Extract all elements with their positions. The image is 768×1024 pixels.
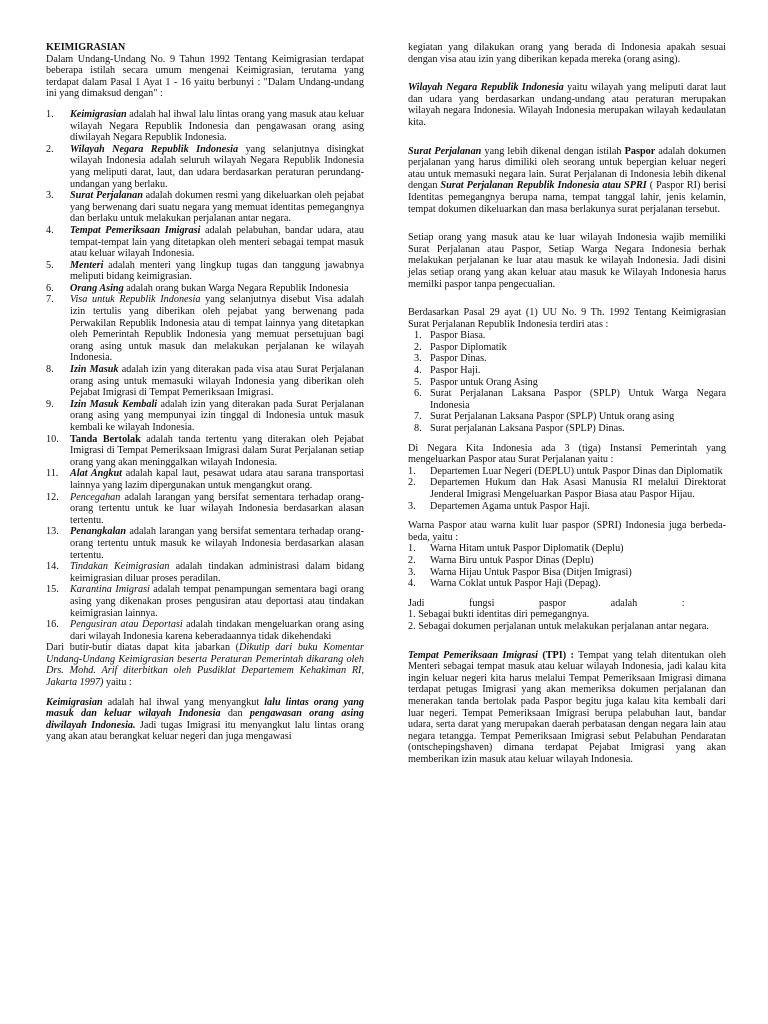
fungsi-item: 2. Sebagai dokumen perjalanan untuk melakukan perjalanan antar negara. xyxy=(408,620,709,632)
definition-item: 9. Izin Masuk Kembali adalah izin yang diterakan pada Surat Perjalanan orang asing yang mempunyai izin tinggal di Indonesia untuk masuk kembali ke wilayah Indonesia. xyxy=(46,398,364,433)
surat-perjalanan-paragraph: Surat Perjalanan yang lebih dikenal dengan istilah Paspor adalah dokumen perjalanan yang harus dimiliki oleh seorang untuk bepergian keluar negeri atau untuk memasuki negara lain. Surat Perjalanan di Indonesia lebih dikenal dengan Surat Perjalanan Republik Indonesia atau SPRI ( Paspor RI) berisi Identitas pemegangnya berupa nama, tempat tanggal lahir, jenis kelamin, tempat dokumen dikeluarkan dan masa berlakunya surat perjalanan tersebut. xyxy=(408,145,726,215)
instansi-paragraph: Di Negara Kita Indonesia ada 3 (tiga) Instansi Pemerintah yang mengeluarkan Paspor atau Surat Perjalanan yaitu : xyxy=(408,442,726,466)
definition-item: 3. Surat Perjalanan adalah dokumen resmi yang dikeluarkan oleh pejabat yang berwenang dari suatu negara yang memuat identitas pemegangnya dan berlaku untuk melakukan perjalanan antar negara. xyxy=(46,190,364,225)
left-column xyxy=(46,42,364,752)
instansi-list xyxy=(408,466,726,512)
definition-item: 11. Alat Angkut adalah kapal laut, pesawat udara atau sarana transportasi lainnya yang lazim dipergunakan untuk mengangkut orang. xyxy=(46,468,364,491)
definition-item: 12. Pencegahan adalah larangan yang bersifat sementara terhadap orang-orang tertentu untuk ke luar wilayah Indonesia berdasarkan alasan tertentu. xyxy=(46,491,364,526)
definition-item: 10. Tanda Bertolak adalah tanda tertentu yang diterakan oleh Pejabat Imigrasi di Tempat Pemeriksaan Imigrasi dalam Surat Perjalanan setiap orang yang akan meninggalkan wilayah Indonesia. xyxy=(46,433,364,468)
setiap-orang-paragraph: Setiap orang yang masuk atau ke luar wilayah Indonesia wajib memiliki Surat Perjalanan atau Paspor, Setiap Warga Negara Indonesia berhak melakukan perjalanan ke luar atau masuk ke wilayah Indonesia. Jadi disini jelas setiap orang yang akan keluar atau masuk ke Wilayah Indonesia harus memilki paspor tanpa pengecualian. xyxy=(408,232,726,290)
list-item: 3. Warna Hijau Untuk Paspor Bisa (Ditjen Imigrasi) xyxy=(408,566,632,578)
list-item: 2. Departemen Hukum dan Hak Asasi Manusia RI melalui Direktorat Jenderal Imigrasi Mengeluarkan Paspor Biasa atau Paspor Hijau. xyxy=(408,477,726,500)
definition-item: 1. Keimigrasian adalah hal ihwal lalu lintas orang yang masuk atau keluar wilayah Negara Republik Indonesia dan pengawasan orang asing diwilayah Negara Republik Indonesia. xyxy=(46,108,364,144)
list-item: 1. Warna Hitam untuk Paspor Diplomatik (Deplu) xyxy=(408,543,624,555)
fungsi-item: 1. Sebagai bukti identitas diri pemegangnya. xyxy=(408,609,590,621)
paspor-type-list xyxy=(408,330,726,434)
definition-item: 2. Wilayah Negara Republik Indonesia yang selanjutnya disingkat wilayah Indonesia adalah seluruh wilayah Negara Republik Indonesia yang meliputi darat, laut, dan udara berdasarkan peraturan perundang-undangan yang berlaku. xyxy=(46,143,364,190)
list-item: 5. Paspor untuk Orang Asing xyxy=(414,376,538,388)
list-item: 8. Surat perjalanan Laksana Paspor (SPLP) Dinas. xyxy=(414,423,625,435)
definition-item: 14. Tindakan Keimigrasian adalah tindakan administrasi dalam bidang keimigrasian diluar proses peradilan. xyxy=(46,561,364,584)
list-item: 7. Surat Perjalanan Laksana Paspor (SPLP) Untuk orang asing xyxy=(414,411,675,423)
list-item: 1. Paspor Biasa. xyxy=(414,330,486,342)
continued-paragraph: kegiatan yang dilakukan orang yang berada di Indonesia apakah sesuai dengan visa atau izin yang diberikan kepada mereka (orang asing). xyxy=(408,42,726,65)
warna-paragraph: Warna Paspor atau warna kulit luar paspor (SPRI) Indonesia juga berbeda-beda, yaitu : xyxy=(408,520,726,543)
fungsi-paragraph: Jadi fungsi paspor adalah : xyxy=(408,597,685,609)
definition-item: 16. Pengusiran atau Deportasi adalah tindakan mengeluarkan orang asing dari wilayah Indonesia karena keberadaannya tidak dikehendaki xyxy=(46,619,364,642)
right-column xyxy=(408,42,726,774)
definition-list xyxy=(46,109,364,642)
summary-paragraph: Dari butir-butir diatas dapat kita jabarkan (Dikutip dari buku Komentar Undang-Undang Keimigrasian beserta Peraturan Pemerintah dikarang oleh Drs. Mohd. Arif diterbitkan oleh Pusdiklat Departemem Kehakiman RI, Jakarta 1997) yaitu : xyxy=(46,642,364,689)
section-heading: KEIMIGRASIAN xyxy=(46,42,126,53)
definition-item: 7. Visa untuk Republik Indonesia yang selanjutnya disebut Visa adalah izin tertulis yang diberikan oleh pejabat yang berwenang pada Perwakilan Republik Indonesia atau di tempat lainnya yang ditetapkan oleh Pemerintah Republik Indonesia yang memuat persetujuan bagi orang asing untuk masuk dan melakukan perjalanan ke wilayah Indonesia. xyxy=(46,294,364,364)
list-item: 6. Surat Perjalanan Laksana Paspor (SPLP) Untuk Warga Negara Indonesia xyxy=(414,388,726,411)
pasal-paragraph: Berdasarkan Pasal 29 ayat (1) UU No. 9 Th. 1992 Tentang Keimigrasian Surat Perjalanan Republik Indonesia terdiri atas : xyxy=(408,307,726,330)
list-item: 4. Warna Coklat untuk Paspor Haji (Depag). xyxy=(408,578,601,590)
list-item: 1. Departemen Luar Negeri (DEPLU) untuk Paspor Dinas dan Diplomatik xyxy=(408,465,723,477)
definition-item: 6. Orang Asing adalah orang bukan Warga Negara Republik Indonesia xyxy=(46,282,349,294)
list-item: 3. Departemen Agama untuk Paspor Haji. xyxy=(408,500,590,512)
closing-paragraph: Keimigrasian adalah hal ihwal yang menyangkut lalu lintas orang yang masuk dan keluar wilayah Indonesia dan pengawasan orang asing diwilayah Indonesia. Jadi tugas Imigrasi itu menyangkut lalu lintas orang yang akan atau berangkat keluar negeri dan juga mengawasi xyxy=(46,696,364,743)
intro-paragraph: Dalam Undang-Undang No. 9 Tahun 1992 Tentang Keimigrasian terdapat beberapa istilah secara umum mengenai Keimigrasian, terutama yang terdapat dalam Pasal 1 Ayat 1 - 16 yaitu berbunyi : "Dalam Undang-undang ini yang dimaksud dengan" : xyxy=(46,53,364,100)
definition-item: 15. Karantina Imigrasi adalah tempat penampungan sementara bagi orang asing yang dikenakan proses pengusiran atau deportasi atau tindakan keimigrasian lainnya. xyxy=(46,584,364,619)
definition-item: 4. Tempat Pemeriksaan Imigrasi adalah pelabuhan, bandar udara, atau tempat-tempat lain yang ditetapkan oleh menteri sebagai tempat masuk atau keluar wilayah Indonesia. xyxy=(46,224,364,260)
warna-list xyxy=(408,543,726,589)
tpi-paragraph: Tempat Pemeriksaan Imigrasi (TPI) : Tempat yang telah ditentukan oleh Menteri sebagai tempat masuk atau keluar wilayah Indonesia, jadi kalau kita ingin keluar negeri kita harus melalui Tempat Pemeriksaan Imigrasi dimana terdapat petugas Imigrasi yang akan memeriksa dokumen perjalanan dan menerakan tanda bertolak pada Paspor begitu juga kalau kita kembali dari luar negeri. Tempat Pemeriksaan Imigrasi berupa pelabuhan laut, bandar udara, serta darat yang merupakan daerah perbatasan dengan negara lain atau negara tetangga. Tempat Pemeriksaan Imigrasi sebut Pelabuhan Pendaratan (ontschepingshaven) dimana terdapat Pejabat Imigrasi yang akan memberikan izin masuk atau keluar wilayah Indonesia. xyxy=(408,649,726,765)
list-item: 2. Warna Biru untuk Paspor Dinas (Deplu) xyxy=(408,554,594,566)
list-item: 3. Paspor Dinas. xyxy=(414,353,487,365)
list-item: 4. Paspor Haji. xyxy=(414,365,481,377)
definition-item: 5. Menteri adalah menteri yang lingkup tugas dan tanggung jawabnya meliputi bidang keimigrasian. xyxy=(46,259,364,283)
definition-item: 8. Izin Masuk adalah izin yang diterakan pada visa atau Surat Perjalanan orang asing untuk memasuki wilayah Indonesia yang diberikan oleh Pejabat Imigrasi di Tempat Pemeriksaan Imigrasi. xyxy=(46,364,364,399)
wilayah-paragraph: Wilayah Negara Republik Indonesia yaitu wilayah yang meliputi darat laut dan udara yang berdasarkan undang-undang atau peraturan merupakan wilayah negara Indonesia. Wilayah Indonesia merupakan wilayah kedaulatan kita. xyxy=(408,82,726,128)
list-item: 2. Paspor Diplomatik xyxy=(414,341,507,353)
definition-item: 13. Penangkalan adalah larangan yang bersifat sementara terhadap orang-orang tertentu untuk masuk ke wilayah Indonesia berdasarkan alasan tertentu. xyxy=(46,526,364,561)
